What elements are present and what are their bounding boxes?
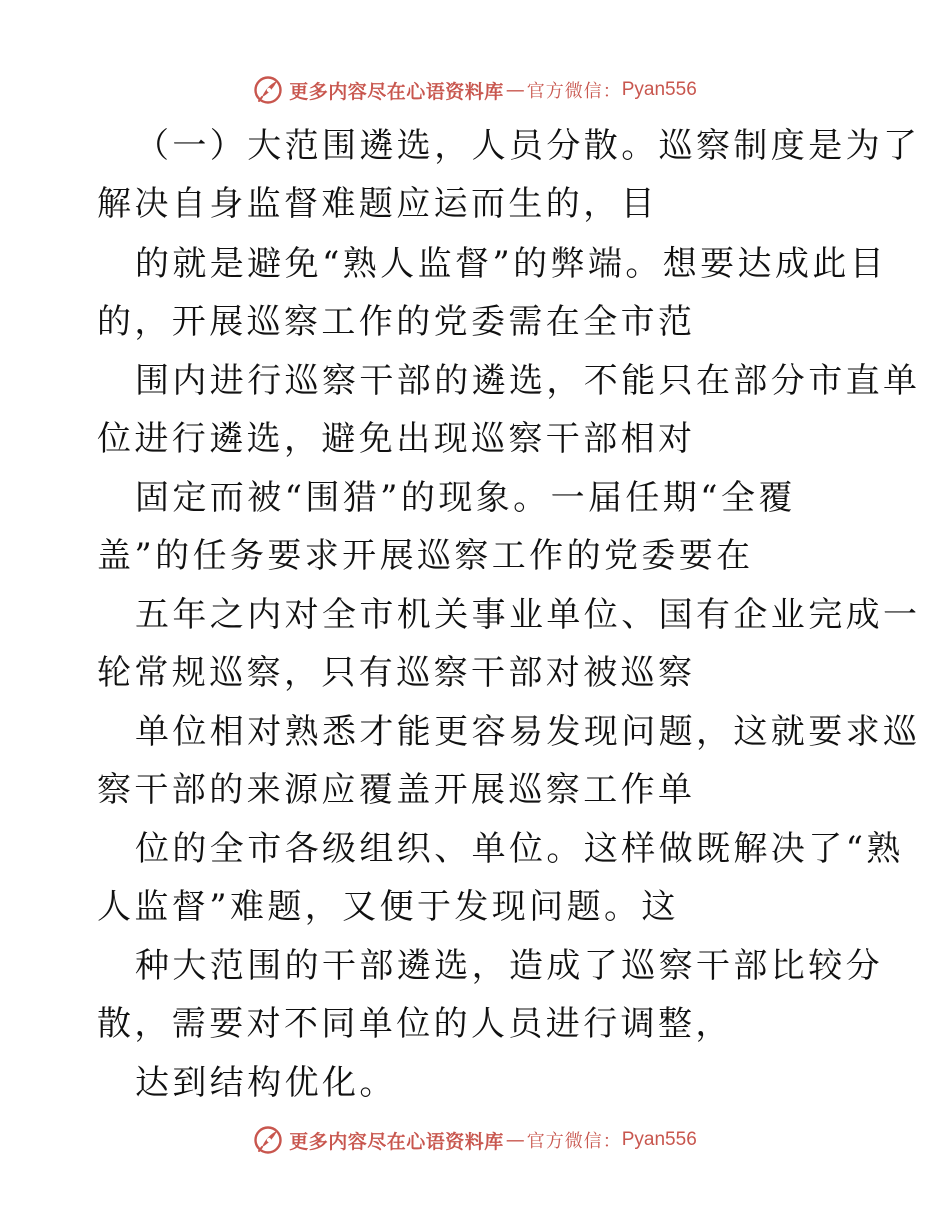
paragraph-line: 单位相对熟悉才能更容易发现问题，这就要求巡: [135, 712, 921, 752]
watermark-official-label: 官方微信：: [526, 1131, 622, 1152]
paragraph-line: 察干部的来源应覆盖开展巡察工作单: [97, 770, 696, 810]
watermark-wechat-id: Pyan556: [621, 79, 697, 100]
watermark-main-text: 更多内容尽在心语资料库: [289, 80, 504, 103]
paragraph-line: 位的全市各级组织、单位。这样做既解决了“熟: [135, 829, 904, 869]
watermark-dash: —: [505, 1129, 525, 1151]
paragraph-line: 解决自身监督难题应运而生的，目: [97, 184, 658, 224]
paragraph-line: （一）大范围遴选，人员分散。巡察制度是为了: [135, 126, 921, 166]
feather-pen-logo-icon: [253, 1125, 283, 1155]
watermark-dash: —: [505, 79, 525, 101]
paragraph-line: 散，需要对不同单位的人员进行调整，: [97, 1004, 733, 1044]
paragraph-line: 人监督”难题，又便于发现问题。这: [97, 887, 679, 927]
watermark-wechat-id: Pyan556: [621, 1129, 697, 1150]
paragraph-line: 轮常规巡察，只有巡察干部对被巡察: [97, 653, 696, 693]
paragraph-line: 达到结构优化。: [135, 1063, 397, 1103]
watermark-official-label: 官方微信：: [526, 81, 622, 102]
paragraph-line: 位进行遴选，避免出现巡察干部相对: [97, 419, 696, 459]
paragraph-line: 固定而被“围猎”的现象。一届任期“全覆: [135, 478, 796, 518]
paragraph-line: 五年之内对全市机关事业单位、国有企业完成一: [135, 595, 921, 635]
paragraph-line: 的，开展巡察工作的党委需在全市范: [97, 302, 696, 342]
footer-watermark: [0, 1122, 950, 1158]
paragraph-line: 种大范围的干部遴选，造成了巡察干部比较分: [135, 946, 883, 986]
paragraph-line: 围内进行巡察干部的遴选，不能只在部分市直单: [135, 361, 921, 401]
watermark-main-text: 更多内容尽在心语资料库: [289, 1130, 504, 1153]
paragraph-line: 盖”的任务要求开展巡察工作的党委要在: [97, 536, 754, 576]
paragraph-line: 的就是避免“熟人监督”的弊端。想要达成此目: [135, 244, 888, 284]
